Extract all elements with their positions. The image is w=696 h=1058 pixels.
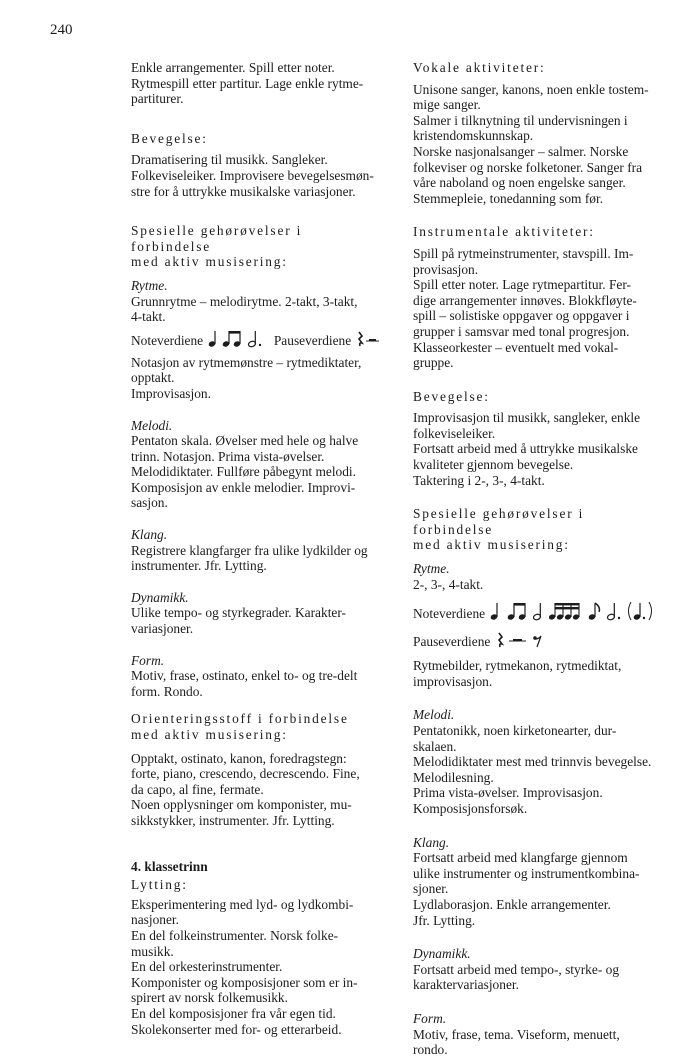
text-line: musikk. bbox=[131, 943, 174, 959]
text-line: med aktiv musisering: bbox=[413, 537, 570, 553]
section-heading-instrumentale: Instrumentale aktiviteter: bbox=[413, 224, 595, 240]
subheading-rytme-right: Rytme. bbox=[413, 561, 450, 577]
text-line: Improvisasjon. bbox=[131, 385, 211, 401]
subheading-rytme: Rytme. bbox=[131, 277, 168, 293]
subheading-klang-right: Klang. bbox=[413, 834, 450, 850]
vokale-paragraph bbox=[413, 82, 669, 207]
text-line: spill – solistiske oppgaver og oppgaver i bbox=[413, 308, 630, 324]
pauseverdiene-label: Pauseverdiene bbox=[413, 634, 491, 650]
note-values-icon bbox=[207, 329, 271, 349]
text-line: Prima vista-øvelser. Improvisasjon. bbox=[413, 785, 603, 801]
text-line: Melodidiktater. Fullføre påbegynt melodi. bbox=[131, 464, 356, 480]
text-line: Rytmespill etter partitur. Lage enkle rytme- bbox=[131, 75, 364, 91]
text-line: Orienteringsstoff i forbindelse bbox=[131, 711, 349, 727]
text-line: 2-, 3-, 4-takt. bbox=[413, 576, 484, 592]
text-line: Folkeviseleiker. Improvisere bevegelsesmøn- bbox=[131, 167, 374, 183]
text-line: Stemmepleie, tonedanning som før. bbox=[413, 190, 604, 206]
text-line: sjoner. bbox=[413, 881, 449, 897]
noteverdiene-label: Noteverdiene bbox=[131, 332, 204, 348]
text-line: En del orkesterinstrumenter. bbox=[131, 959, 283, 975]
rytmebilder-paragraph bbox=[413, 658, 669, 689]
text-line: En del komposisjoner fra vår egen tid. bbox=[131, 1005, 336, 1021]
text-line: Opptakt, ostinato, kanon, foredragstegn: bbox=[131, 750, 347, 766]
text-line: Fortsatt arbeid med å uttrykke musikalske bbox=[413, 441, 638, 457]
text-line: dige arrangementer innøves. Blokkfløyte- bbox=[413, 292, 637, 308]
text-line: da capo, al fine, fermate. bbox=[131, 781, 264, 797]
text-line: Enkle arrangementer. Spill etter noter. bbox=[131, 60, 335, 75]
text-line: Spesielle gehørøvelser i forbindelse bbox=[413, 506, 585, 537]
text-line: karaktervariasjoner. bbox=[413, 977, 519, 993]
subheading-melodi-right: Melodi. bbox=[413, 707, 455, 723]
arrangement-paragraph bbox=[131, 60, 387, 107]
text-line: Noen opplysninger om komponister, mu- bbox=[131, 797, 352, 813]
text-line: forte, piano, crescendo, decrescendo. Fine, bbox=[131, 766, 360, 782]
noteverdiene-line bbox=[131, 329, 387, 349]
text-line: våre naboland og noen engelske sanger. bbox=[413, 175, 626, 191]
text-line: Motiv, frase, ostinato, enkel to- og tre-delt bbox=[131, 668, 358, 684]
text-line: Melodilesning. bbox=[413, 769, 494, 785]
text-line: Spill etter noter. Lage rytmepartitur. Fer- bbox=[413, 277, 632, 293]
subheading-dynamikk: Dynamikk. bbox=[131, 589, 189, 605]
rest-values-icon bbox=[494, 630, 550, 650]
text-line: Komponister og komposisjoner som er in- bbox=[131, 974, 358, 990]
section-heading-orientering bbox=[131, 711, 387, 742]
text-line: Komposisjon av enkle melodier. Improvi- bbox=[131, 479, 356, 495]
text-line: Pentatonikk, noen kirketonearter, dur- bbox=[413, 723, 617, 738]
text-line: trinn. Notasjon. Prima vista-øvelser. bbox=[131, 448, 325, 464]
text-line: Melodidiktater mest med trinnvis bevegelse. bbox=[413, 754, 652, 770]
right-column bbox=[413, 60, 669, 1058]
text-line: 4-takt. bbox=[131, 309, 166, 325]
subheading-klang: Klang. bbox=[131, 527, 168, 543]
text-line: form. Rondo. bbox=[131, 683, 203, 699]
pauseverdiene-right-line bbox=[413, 630, 669, 650]
subheading-dynamikk-right: Dynamikk. bbox=[413, 946, 471, 962]
melodi-paragraph bbox=[131, 433, 387, 511]
text-line: Spesielle gehørøvelser i forbindelse bbox=[131, 223, 303, 254]
dynamikk-right-paragraph bbox=[413, 962, 669, 993]
section-heading-lytting: Lytting: bbox=[131, 877, 188, 893]
klang-paragraph bbox=[131, 543, 387, 574]
text-line: provisasjon. bbox=[413, 261, 479, 277]
text-line: rondo. bbox=[413, 1042, 448, 1058]
form-paragraph bbox=[131, 668, 387, 699]
subheading-form: Form. bbox=[131, 652, 165, 668]
text-line: Klasseorkester – eventuelt med vokal- bbox=[413, 339, 619, 355]
text-line: Komposisjonsforsøk. bbox=[413, 800, 528, 816]
text-line: mige sanger. bbox=[413, 97, 481, 113]
rytme-paragraph bbox=[131, 294, 387, 325]
rest-values-icon bbox=[355, 329, 381, 349]
text-line: med aktiv musisering: bbox=[131, 254, 288, 270]
noteverdiene-right-line bbox=[413, 600, 669, 622]
text-line: Registrere klangfarger fra ulike lydkilder og bbox=[131, 542, 368, 558]
left-column bbox=[131, 60, 387, 1037]
text-line: folkeviseleiker. bbox=[413, 425, 496, 441]
section-heading-bevegelse-right: Bevegelse: bbox=[413, 388, 490, 404]
text-line: partiturer. bbox=[131, 91, 184, 107]
text-line: Unisone sanger, kanons, noen enkle tostem- bbox=[413, 81, 649, 97]
text-line: Eksperimentering med lyd- og lydkombi- bbox=[131, 896, 354, 912]
orientering-paragraph bbox=[131, 751, 387, 829]
text-line: grupper i samsvar med tonal progresjon. bbox=[413, 323, 630, 339]
subheading-melodi: Melodi. bbox=[131, 417, 173, 433]
text-line: med aktiv musisering: bbox=[131, 727, 288, 742]
note-values-icon bbox=[489, 600, 659, 622]
text-line: ulike instrumenter og instrumentkombina- bbox=[413, 865, 640, 881]
section-heading-spesielle-right bbox=[413, 506, 669, 553]
text-line: instrumenter. Jfr. Lytting. bbox=[131, 558, 267, 574]
text-line: Pentaton skala. Øvelser med hele og halve bbox=[131, 433, 359, 449]
text-line: Fortsatt arbeid med klangfarge gjennom bbox=[413, 850, 628, 866]
text-line: nasjoner. bbox=[131, 912, 179, 928]
text-line: sikkstykker, instrumenter. Jfr. Lytting. bbox=[131, 812, 335, 828]
text-line: sasjon. bbox=[131, 495, 168, 511]
page-number: 240 bbox=[50, 22, 73, 38]
text-line: Jfr. Lytting. bbox=[413, 912, 476, 928]
section-heading-bevegelse: Bevegelse: bbox=[131, 130, 208, 146]
text-line: Norske nasjonalsanger – salmer. Norske bbox=[413, 143, 629, 159]
text-line: kristendomskunnskap. bbox=[413, 128, 534, 144]
text-line: Fortsatt arbeid med tempo-, styrke- og bbox=[413, 961, 620, 977]
text-line: folkeviser og norske folketoner. Sanger fra bbox=[413, 159, 643, 175]
pauseverdiene-label: Pauseverdiene bbox=[273, 332, 352, 348]
lytting-paragraph bbox=[131, 897, 387, 1037]
text-line: opptakt. bbox=[131, 370, 175, 386]
noteverdiene-label: Noteverdiene bbox=[413, 606, 486, 622]
bevegelse-paragraph bbox=[131, 152, 387, 199]
text-line: Spill på rytmeinstrumenter, stavspill. Im- bbox=[413, 245, 634, 261]
text-line: Motiv, frase, tema. Viseform, menuett, bbox=[413, 1026, 620, 1042]
klang-right-paragraph bbox=[413, 850, 669, 928]
text-line: Taktering i 2-, 3-, 4-takt. bbox=[413, 472, 545, 488]
text-line: stre for å uttrykke musikalske variasjoner. bbox=[131, 183, 356, 199]
text-line: Skolekonserter med for- og etterarbeid. bbox=[131, 1021, 342, 1037]
text-line: improvisasjon. bbox=[413, 673, 493, 689]
text-line: Salmer i tilknytning til undervisningen i bbox=[413, 112, 628, 128]
text-line: Dramatisering til musikk. Sangleker. bbox=[131, 152, 328, 168]
form-right-paragraph bbox=[413, 1027, 669, 1058]
text-line: kvaliteter gjennom bevegelse. bbox=[413, 457, 574, 473]
section-heading-vokale: Vokale aktiviteter: bbox=[413, 60, 546, 75]
text-line: Improvisasjon til musikk, sangleker, enkle bbox=[413, 410, 641, 426]
melodi-right-paragraph bbox=[413, 723, 669, 817]
text-line: Ulike tempo- og styrkegrader. Karakter- bbox=[131, 605, 347, 621]
text-line: Rytmebilder, rytmekanon, rytmediktat, bbox=[413, 658, 622, 674]
bevegelse-right-paragraph bbox=[413, 410, 669, 488]
text-line: Grunnrytme – melodirytme. 2-takt, 3-takt, bbox=[131, 293, 358, 309]
instrumentale-paragraph bbox=[413, 246, 669, 371]
section-heading-spesielle bbox=[131, 223, 387, 270]
text-line: En del folkeinstrumenter. Norsk folke- bbox=[131, 927, 339, 943]
text-line: spirert av norsk folkemusikk. bbox=[131, 990, 288, 1006]
text-line: gruppe. bbox=[413, 355, 454, 371]
heading-4-klassetrinn: 4. klassetrinn bbox=[131, 858, 208, 874]
text-line: Lydlaborasjon. Enkle arrangementer. bbox=[413, 896, 611, 912]
text-line: variasjoner. bbox=[131, 621, 194, 637]
text-line: skalaen. bbox=[413, 738, 457, 754]
dynamikk-paragraph bbox=[131, 605, 387, 636]
subheading-form-right: Form. bbox=[413, 1010, 447, 1026]
rytme-right-paragraph bbox=[413, 577, 669, 593]
notasjon-paragraph bbox=[131, 355, 387, 402]
text-line: Notasjon av rytmemønstre – rytmediktater, bbox=[131, 354, 362, 370]
